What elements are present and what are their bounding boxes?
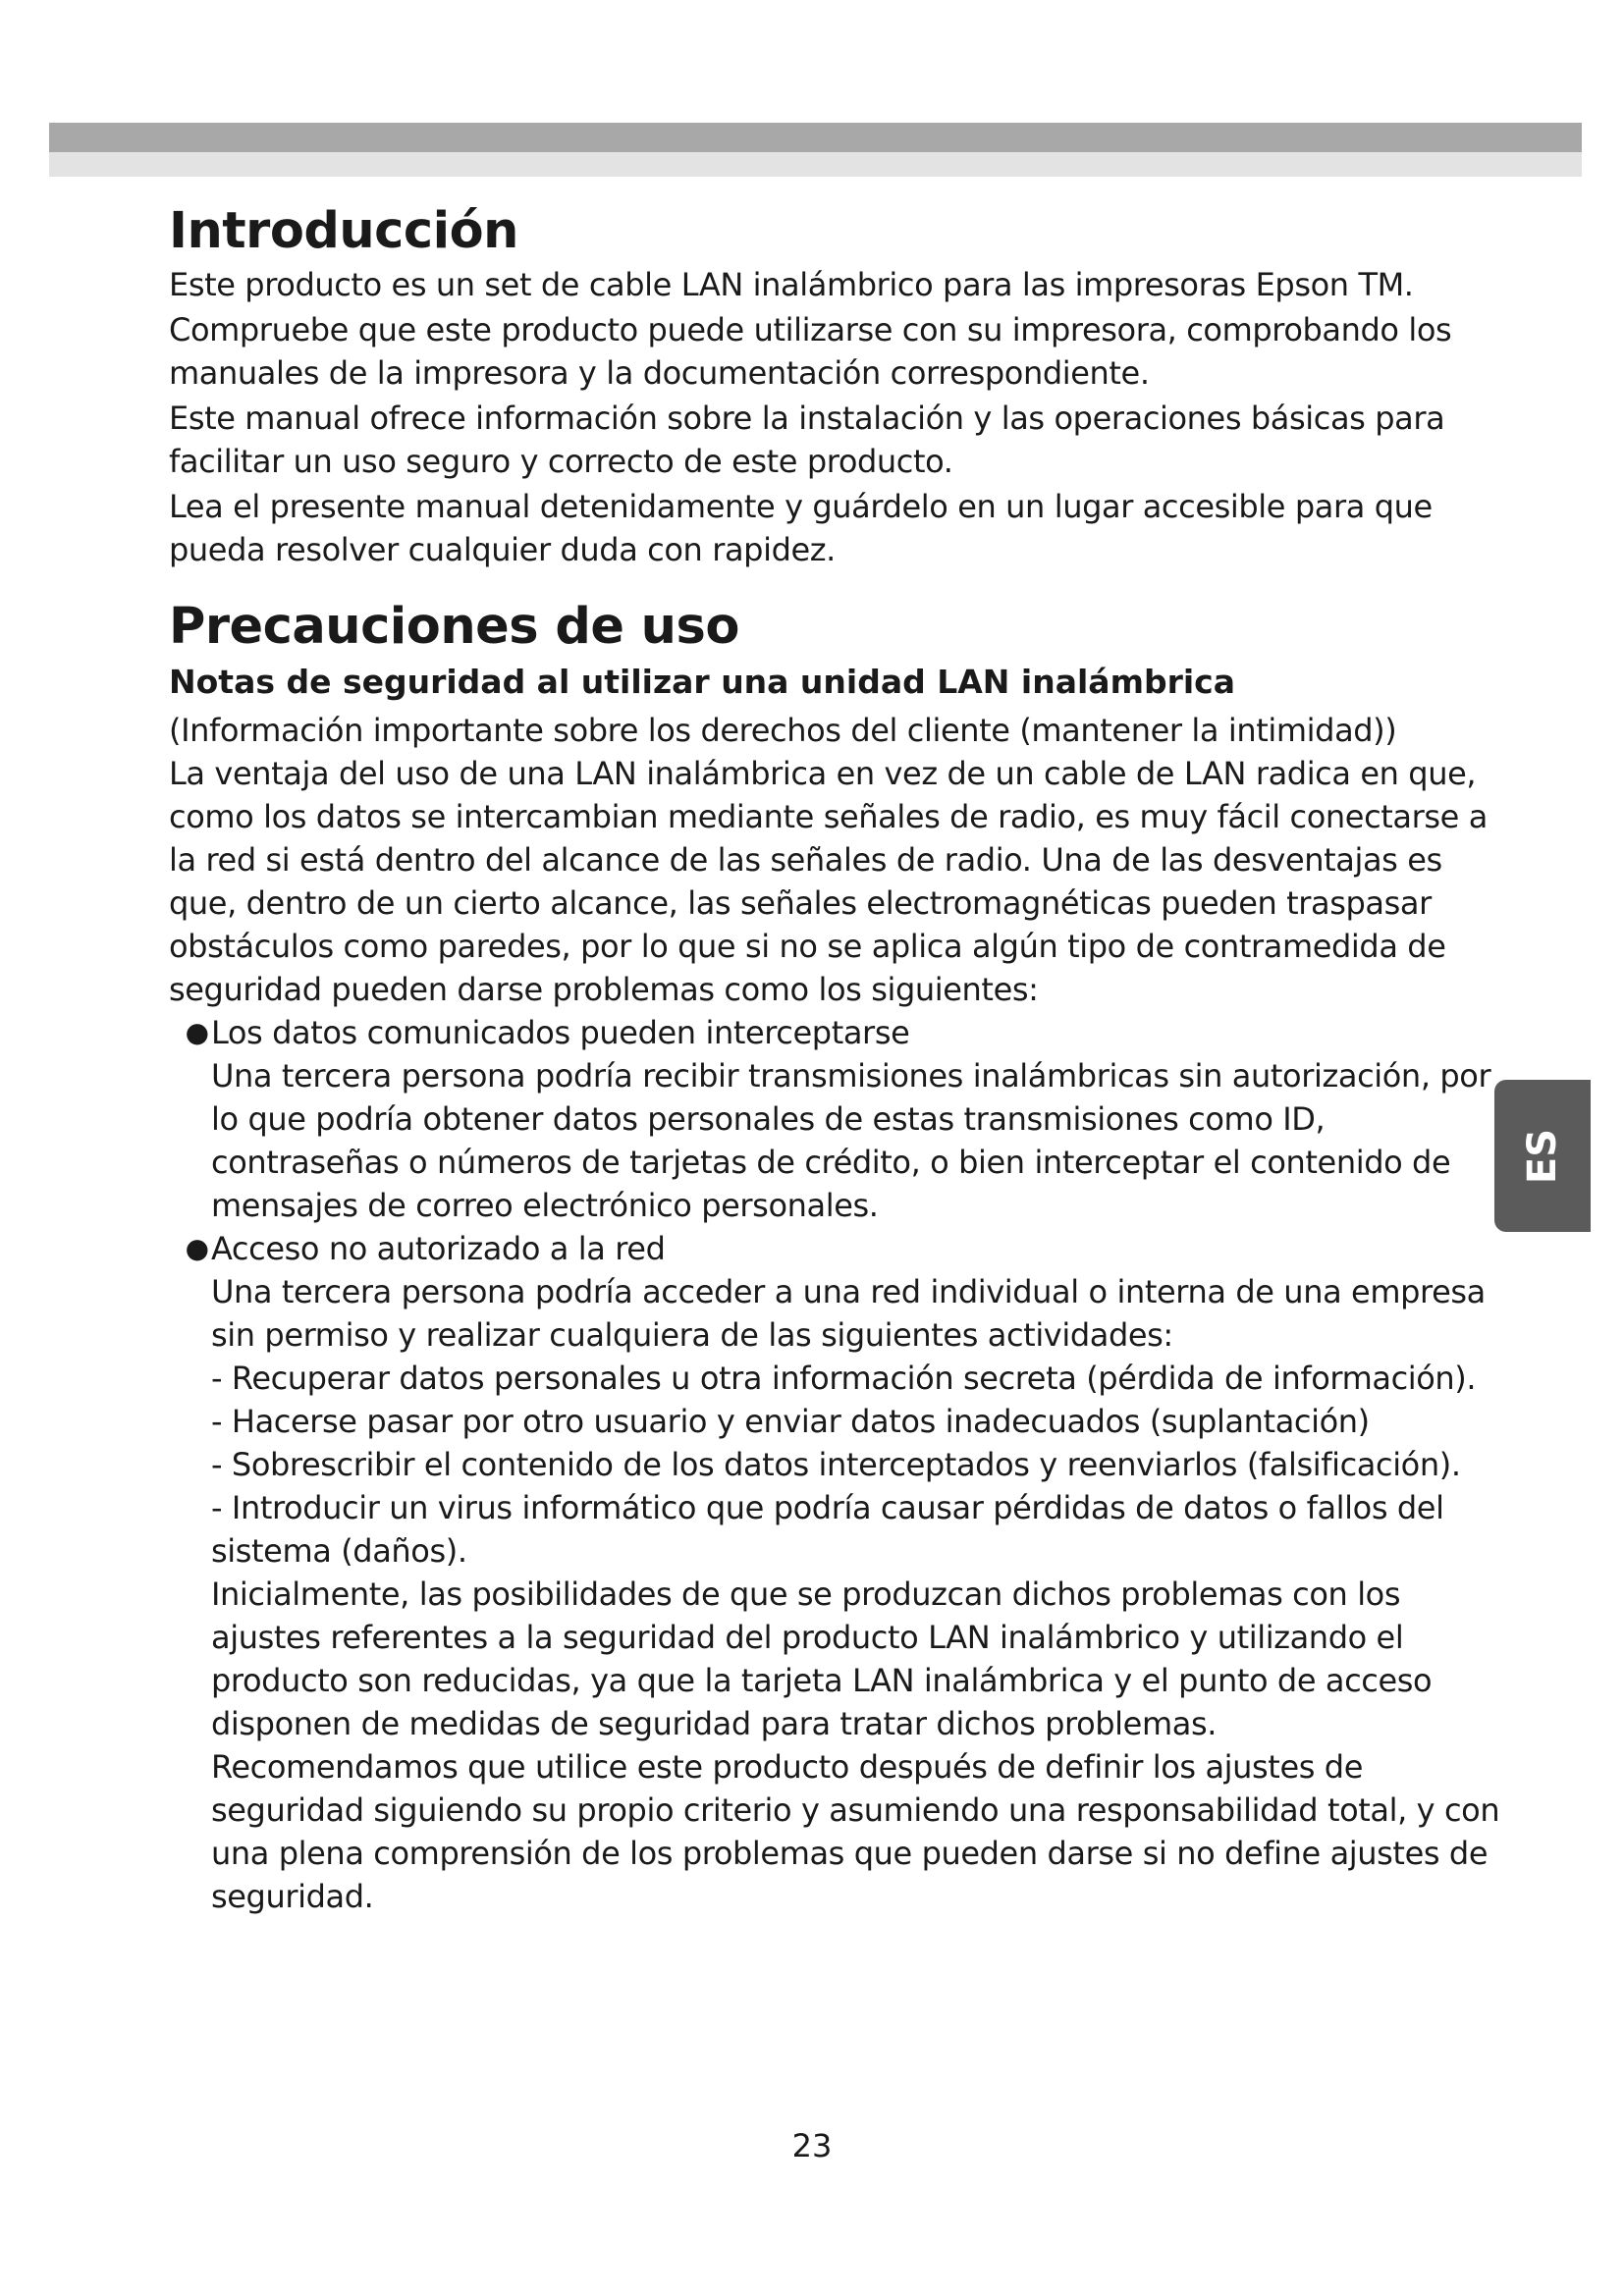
activity-item-4: - Introducir un virus informático que podría causar pérdidas de datos o fallos del sistema (daños). (211, 1488, 1444, 1570)
closing-paragraph-1: Inicialmente, las posibilidades de que se produzcan dichos problemas con los ajustes referentes a la seguridad del producto LAN inalámbrico y utilizando el producto son reducidas, ya que la tarjeta LAN inalámbrica y el punto de acceso disponen de medidas de seguridad para tratar dichos problemas. (211, 1575, 1433, 1742)
bullet-dot-icon: ● (185, 1231, 209, 1264)
activity-item-3: - Sobrescribir el contenido de los datos interceptados y reenviarlos (falsificación). (211, 1445, 1461, 1483)
intro-paragraph-2: Compruebe que este producto puede utilizarse con su impresora, comprobando los manuales de la impresora y la documentación correspondiente. (169, 311, 1452, 393)
intro-paragraph-4: Lea el presente manual detenidamente y guárdelo en un lugar accesible para que pueda resolver cualquier duda con rapidez. (169, 488, 1433, 569)
precautions-subtitle: Notas de seguridad al utilizar una unidad LAN inalámbrica (169, 663, 1235, 702)
intro-paragraph-3: Este manual ofrece información sobre la instalación y las operaciones básicas para facilitar un uso seguro y correcto de este producto. (169, 400, 1445, 481)
bullet-title-2: Acceso no autorizado a la red (211, 1229, 666, 1267)
language-tab-label: ES (1520, 1128, 1565, 1184)
intro-title: Introducción (169, 202, 518, 260)
bullet-text-1: Una tercera persona podría recibir transmisiones inalámbricas sin autorización, por lo que podría obtener datos personales de estas transmisiones como ID, contraseñas o números de tarjetas de crédito, o bien interceptar el contenido de mensajes de correo electrónico personales. (211, 1056, 1491, 1224)
bullet-dot-icon: ● (185, 1015, 209, 1048)
closing-paragraph-2: Recomendamos que utilice este producto después de definir los ajustes de seguridad siguiendo su propio criterio y asumiendo una responsabilidad total, y con una plena comprensión de los problemas que pueden darse si no define ajustes de seguridad. (211, 1747, 1500, 1915)
precautions-paragraph-1: (Información importante sobre los derechos del cliente (mantener la intimidad)) (169, 711, 1397, 749)
activity-item-1: - Recuperar datos personales u otra información secreta (pérdida de información). (211, 1359, 1477, 1397)
activity-item-2: - Hacerse pasar por otro usuario y enviar datos inadecuados (suplantación) (211, 1402, 1370, 1440)
language-tab (1494, 1080, 1591, 1232)
bullet-item-1 (169, 1011, 1504, 1054)
intro-paragraph-1: Este producto es un set de cable LAN inalámbrico para las impresoras Epson TM. (169, 266, 1414, 304)
bullet-text-2: Una tercera persona podría acceder a una red individual o interna de una empresa sin permiso y realizar cualquiera de las siguientes actividades: (211, 1272, 1486, 1354)
precautions-paragraph-2: La ventaja del uso de una LAN inalámbrica en vez de un cable de LAN radica en que, como los datos se intercambian mediante señales de radio, es muy fácil conectarse a la red si está dentro del alcance de las señales de radio. Una de las desventajas es que, dentro de un cierto alcance, las señales electromagnéticas pueden traspasar obstáculos como paredes, por lo que si no se aplica algún tipo de contramedida de seguridad pueden darse problemas como los siguientes: (169, 754, 1488, 1008)
bullet-title-1: Los datos comunicados pueden interceptarse (211, 1013, 910, 1051)
page-content (169, 201, 1504, 1918)
header-bar (49, 123, 1582, 177)
page-number: 23 (791, 2127, 833, 2164)
precautions-title: Precauciones de uso (169, 598, 739, 657)
bullet-item-2 (169, 1227, 1504, 1270)
